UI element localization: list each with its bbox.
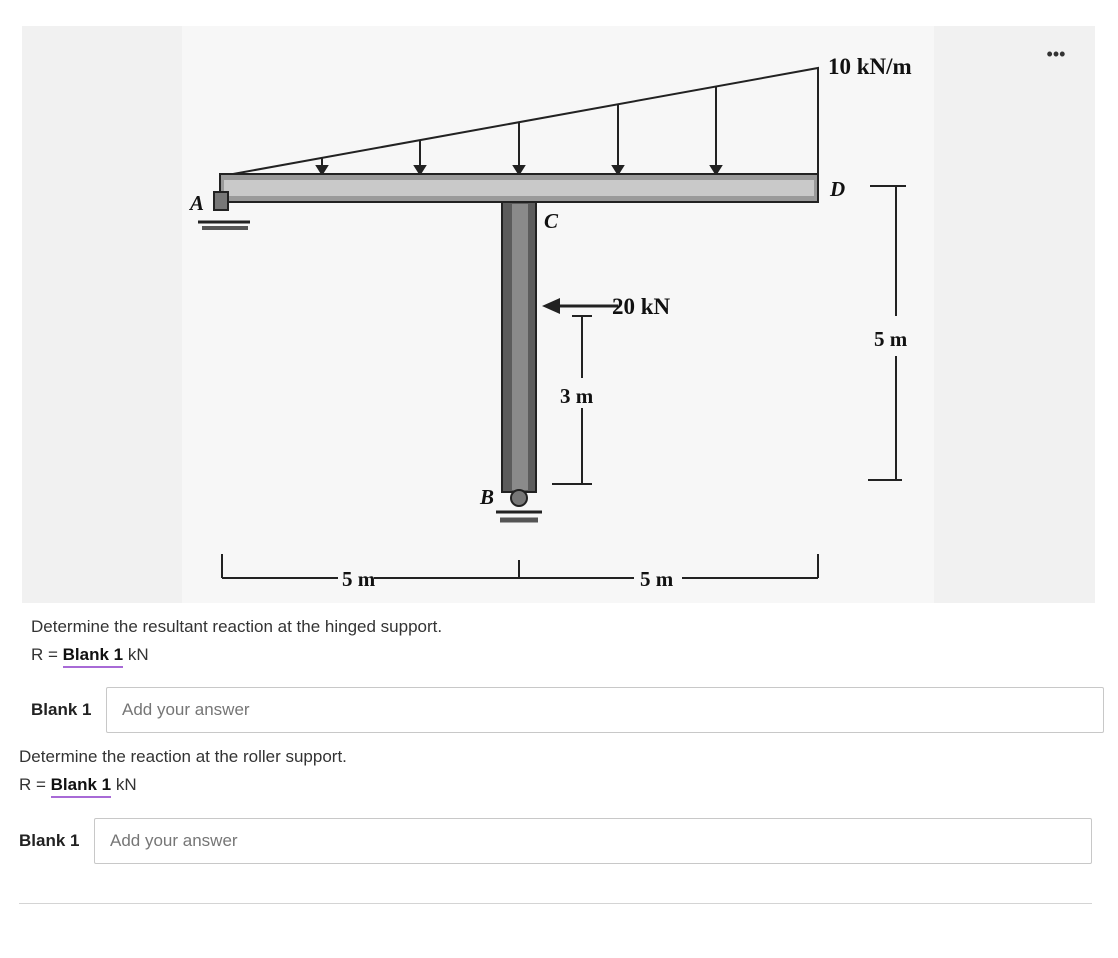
point-c-label: C xyxy=(544,209,559,233)
point-d-label: D xyxy=(830,177,846,201)
problem-figure xyxy=(22,26,1095,603)
divider xyxy=(19,903,1092,904)
structure-diagram xyxy=(22,26,1095,603)
dim-left-span-label: 5 m xyxy=(342,567,376,591)
question-1-prompt: Determine the resultant reaction at the hinged support. xyxy=(31,617,443,636)
question-2-prompt: Determine the reaction at the roller support. xyxy=(19,747,347,766)
column-texture xyxy=(512,204,528,490)
blank-reference: Blank 1 xyxy=(63,644,123,668)
answer-prefix: R = xyxy=(19,775,51,794)
dim-right-span-label: 5 m xyxy=(640,567,674,591)
beam-texture xyxy=(224,180,814,196)
figure-paper xyxy=(182,26,934,603)
question-2-answer-line xyxy=(19,771,347,799)
answer-row-1 xyxy=(31,687,1104,733)
answer-prefix: R = xyxy=(31,645,63,664)
more-horizontal-icon[interactable]: ••• xyxy=(1046,44,1066,64)
dim-force-height-label: 3 m xyxy=(560,384,594,408)
answer-unit: kN xyxy=(111,775,137,794)
blank-reference: Blank 1 xyxy=(51,774,111,798)
question-2-text xyxy=(19,743,347,799)
answer-input-1[interactable] xyxy=(106,687,1104,733)
dim-vertical-right-label: 5 m xyxy=(874,327,908,351)
point-b-label: B xyxy=(480,485,495,509)
load-label: 10 kN/m xyxy=(828,54,912,79)
point-a-label: A xyxy=(190,191,205,215)
answer-unit: kN xyxy=(123,645,149,664)
force-label: 20 kN xyxy=(612,294,671,319)
question-1-answer-line xyxy=(31,641,442,669)
answer-input-2[interactable] xyxy=(94,818,1092,864)
answer-row-2 xyxy=(19,818,1092,864)
blank-label: Blank 1 xyxy=(19,831,80,850)
question-1-text xyxy=(31,613,442,669)
blank-label: Blank 1 xyxy=(31,700,92,719)
